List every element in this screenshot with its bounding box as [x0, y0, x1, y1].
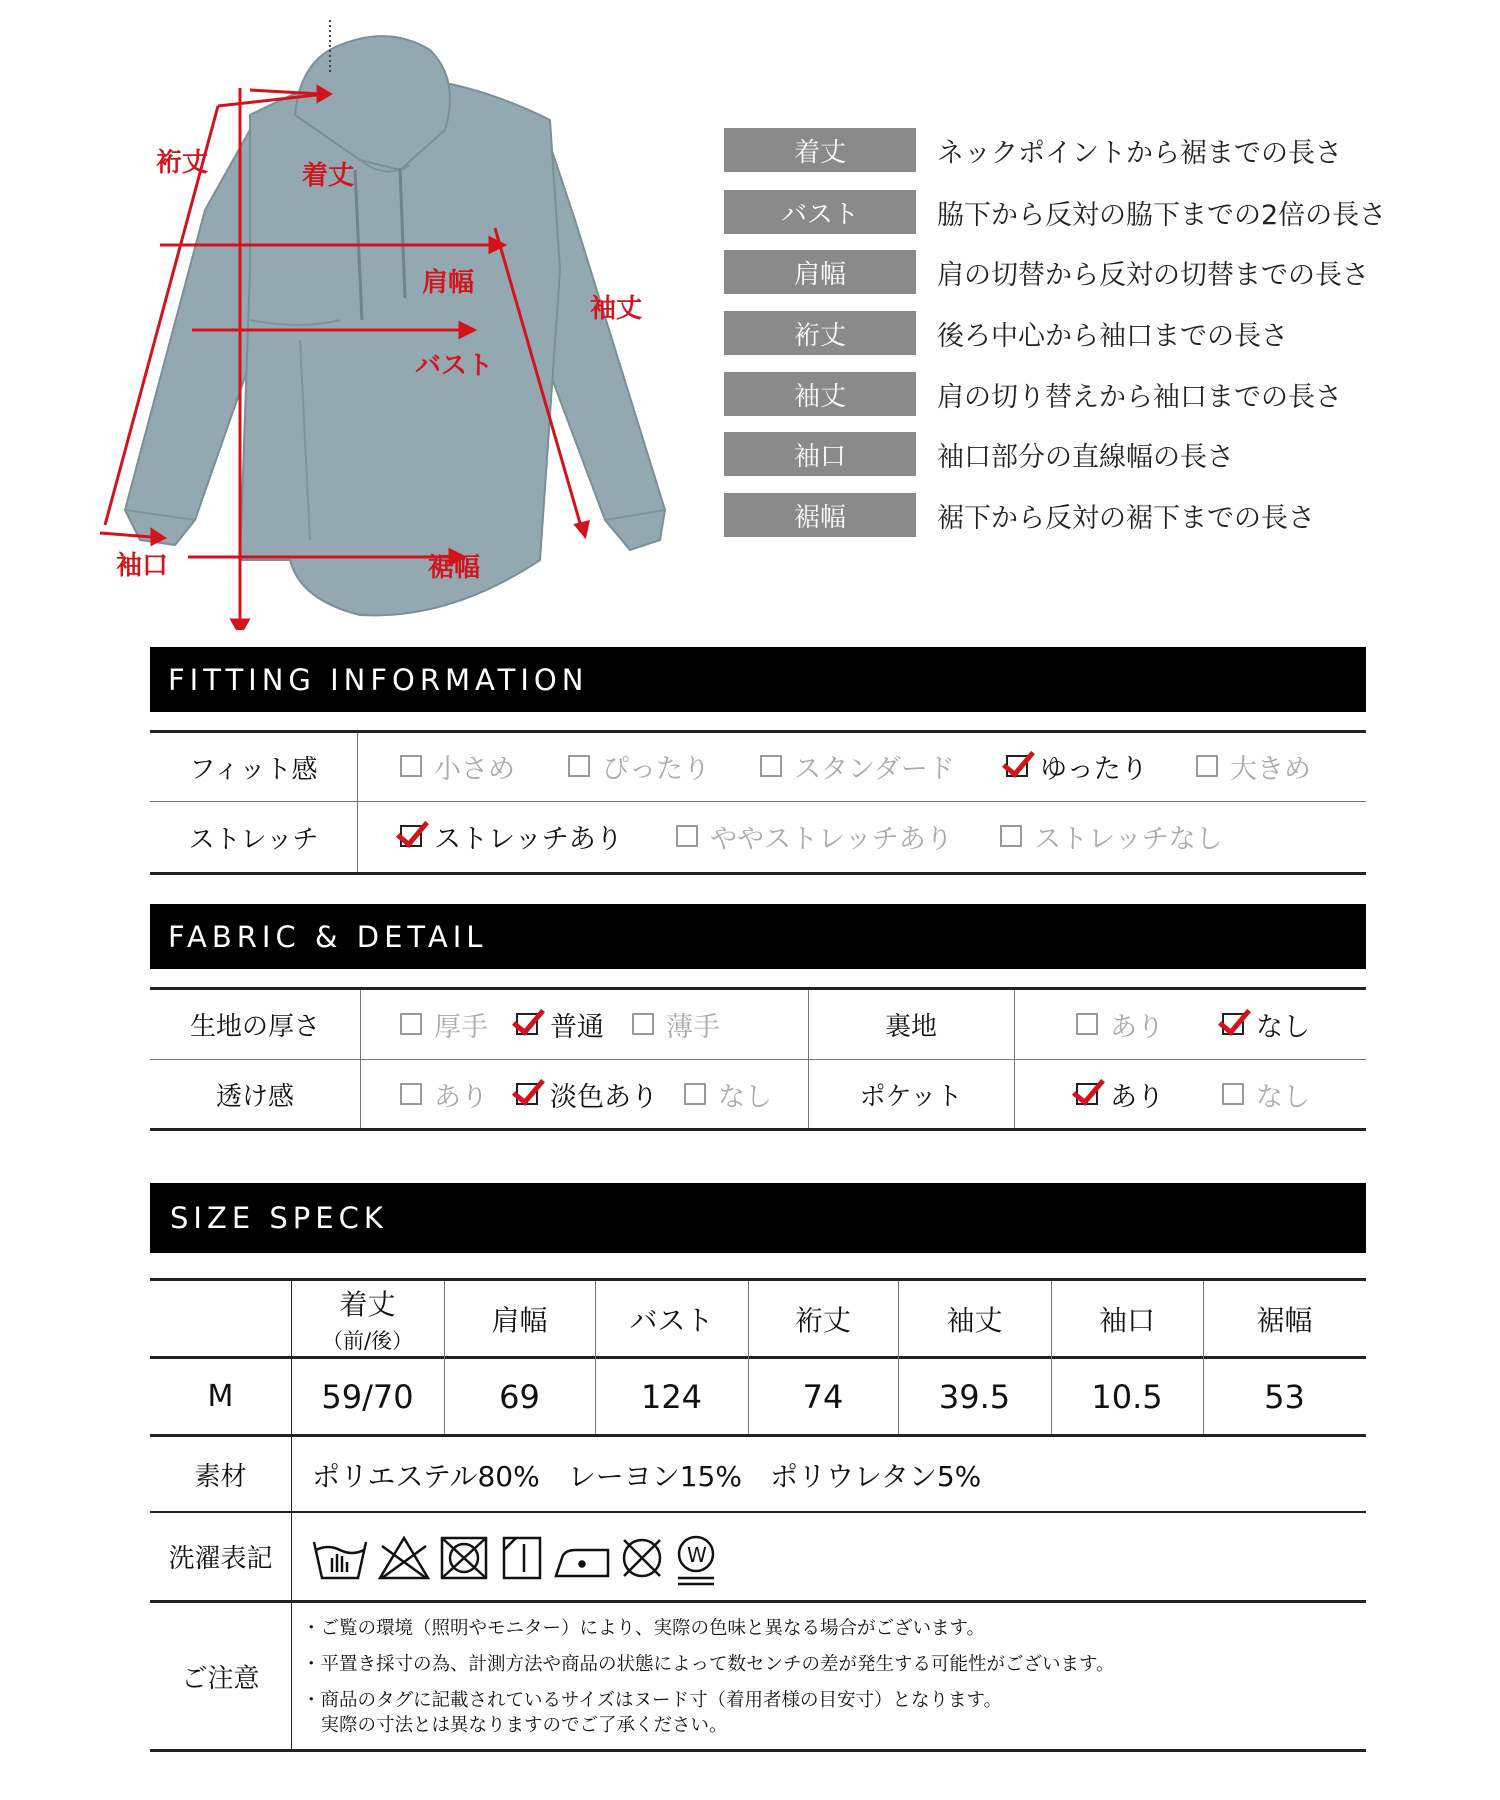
legend-desc: 袖口部分の直線幅の長さ: [937, 441, 1234, 473]
checkbox-checked[interactable]: [1006, 755, 1028, 777]
pocket-option-no[interactable]: [1222, 1076, 1310, 1112]
legend-tag: 袖口: [724, 432, 916, 476]
col-header-main: バスト: [629, 1303, 714, 1337]
legend-desc: 裾下から反対の裾下までの長さ: [937, 502, 1315, 534]
thickness-option-normal[interactable]: [516, 1006, 604, 1042]
pocket-option-yes[interactable]: [1076, 1076, 1164, 1112]
checkbox[interactable]: [400, 755, 422, 777]
hoodie-diagram: [100, 20, 700, 630]
option-label: なし: [718, 1081, 772, 1113]
divider: [150, 1434, 1366, 1437]
checkbox[interactable]: [1196, 755, 1218, 777]
col-header-sub: （前/後）: [321, 1328, 414, 1353]
no-bleach-icon: [380, 1538, 428, 1578]
fabric-section-title: FABRIC & DETAIL: [150, 904, 1366, 969]
checkbox[interactable]: [684, 1083, 706, 1105]
size-value: 59/70: [321, 1377, 414, 1416]
divider: [1014, 990, 1015, 1128]
legend-tag: 着丈: [724, 128, 916, 172]
col-header-main: 袖口: [1098, 1303, 1155, 1337]
checkbox[interactable]: [400, 1083, 422, 1105]
option-label: ややストレッチあり: [710, 823, 953, 855]
material-label: 素材: [194, 1461, 247, 1492]
stretch-option-some[interactable]: [676, 818, 953, 854]
fit-option-loose[interactable]: [1006, 748, 1148, 784]
divider: [150, 1511, 1366, 1513]
option-label: 薄手: [666, 1011, 720, 1043]
stretch-label: ストレッチ: [188, 824, 319, 855]
line-dry-shade-icon: [504, 1538, 540, 1578]
fitting-section-title: FITTING INFORMATION: [150, 647, 1366, 712]
legend-tag: 裄丈: [724, 311, 916, 355]
label-bust: バスト: [415, 351, 494, 381]
legend-tag: 裾幅: [724, 493, 916, 537]
legend-row: [724, 372, 1484, 416]
option-label: あり: [434, 1081, 488, 1113]
garment-illustration: [100, 20, 700, 630]
legend-desc: 肩の切替から反対の切替までの長さ: [937, 259, 1369, 291]
sheer-label: 透け感: [215, 1081, 294, 1112]
material-text: ポリエステル80% レーヨン15% ポリウレタン5%: [312, 1460, 982, 1493]
label-sodetake: 袖丈: [590, 294, 643, 324]
thickness-option-thick[interactable]: [400, 1006, 488, 1042]
option-label: ゆったり: [1040, 753, 1148, 785]
legend-row: [724, 190, 1484, 234]
col-header-main: 肩幅: [491, 1303, 548, 1337]
label-sodeguchi: 袖口: [116, 551, 169, 581]
label-yukitake: 裄丈: [156, 148, 209, 178]
checkbox-checked[interactable]: [516, 1013, 538, 1035]
option-label: ストレッチあり: [434, 823, 623, 855]
checkbox-checked[interactable]: [1222, 1013, 1244, 1035]
fit-option-just[interactable]: [568, 748, 710, 784]
option-label: 普通: [550, 1011, 604, 1043]
care-label: 洗濯表記: [168, 1544, 273, 1574]
checkbox-checked[interactable]: [400, 825, 422, 847]
divider: [150, 1128, 1366, 1131]
notice-line: ・商品のタグに記載されているサイズはヌード寸（着用者様の目安寸）となります。: [302, 1690, 1003, 1711]
notice-label: ご注意: [181, 1663, 260, 1694]
col-header-main: 着丈: [339, 1287, 396, 1321]
lining-option-yes[interactable]: [1076, 1006, 1164, 1042]
col-header: [595, 1281, 748, 1356]
option-label: 厚手: [434, 1011, 488, 1043]
size-value: 10.5: [1091, 1377, 1163, 1416]
fit-option-large[interactable]: [1196, 748, 1311, 784]
thickness-option-thin[interactable]: [632, 1006, 720, 1042]
divider: [357, 733, 358, 872]
fit-option-small[interactable]: [400, 748, 515, 784]
col-header: [748, 1281, 898, 1356]
thickness-label: 生地の厚さ: [189, 1012, 320, 1042]
divider: [360, 990, 361, 1128]
fit-label: フィット感: [189, 754, 318, 785]
legend-row: [724, 250, 1484, 294]
legend-tag: 袖丈: [724, 372, 916, 416]
fit-option-standard[interactable]: [760, 748, 955, 784]
checkbox-checked[interactable]: [1076, 1083, 1098, 1105]
svg-text:W: W: [687, 1543, 707, 1567]
legend-desc: ネックポイントから裾までの長さ: [937, 137, 1342, 169]
legend-tag: バスト: [724, 190, 916, 234]
legend-row: [724, 311, 1484, 355]
col-header: [898, 1281, 1051, 1356]
divider: [150, 872, 1366, 875]
legend-row: [724, 493, 1484, 537]
col-header: [444, 1281, 595, 1356]
option-label: ストレッチなし: [1034, 823, 1223, 855]
divider: [150, 1600, 1366, 1603]
option-label: あり: [1110, 1081, 1164, 1113]
legend-row: [724, 432, 1484, 476]
checkbox[interactable]: [1000, 825, 1022, 847]
legend-row: [724, 128, 1484, 172]
sheer-option-yes[interactable]: [400, 1076, 488, 1112]
size-value: 124: [640, 1377, 703, 1416]
option-label: 大きめ: [1230, 753, 1311, 785]
stretch-option-none[interactable]: [1000, 818, 1223, 854]
legend-desc: 肩の切り替えから袖口までの長さ: [937, 381, 1342, 413]
hand-wash-icon: [314, 1542, 366, 1578]
low-iron-icon: [556, 1550, 608, 1576]
col-header-main: 裾幅: [1256, 1303, 1313, 1337]
notice-line: ・ご覧の環境（照明やモニター）により、実際の色味と異なる場合がございます。: [302, 1618, 986, 1639]
notice-line: ・平置き採寸の為、計測方法や商品の状態によって数センチの差が発生する可能性がございます。: [302, 1654, 1115, 1675]
size-value: 69: [499, 1377, 540, 1416]
option-label: なし: [1256, 1011, 1310, 1043]
option-label: スタンダード: [794, 753, 955, 785]
lining-label: 裏地: [884, 1012, 937, 1042]
col-header-main: 袖丈: [946, 1303, 1003, 1337]
checkbox[interactable]: [400, 1013, 422, 1035]
col-header-main: 裄丈: [794, 1303, 851, 1337]
divider: [150, 1749, 1366, 1752]
checkbox-checked[interactable]: [516, 1083, 538, 1105]
option-label: あり: [1110, 1011, 1164, 1043]
col-header: [1051, 1281, 1203, 1356]
sheer-option-light[interactable]: [516, 1076, 658, 1112]
legend-tag: 肩幅: [724, 250, 916, 294]
option-label: なし: [1256, 1081, 1310, 1113]
size-section-title: SIZE SPECK: [150, 1183, 1366, 1253]
col-header: [1203, 1281, 1366, 1356]
col-header: [291, 1281, 444, 1356]
checkbox[interactable]: [568, 755, 590, 777]
size-value: 74: [802, 1377, 844, 1416]
label-katahaba: 肩幅: [422, 268, 475, 298]
checkbox[interactable]: [632, 1013, 654, 1035]
legend-desc: 脇下から反対の脇下までの2倍の長さ: [937, 199, 1387, 231]
no-tumble-dry-icon: [442, 1538, 486, 1578]
size-value: 53: [1264, 1377, 1305, 1416]
sheer-option-none[interactable]: [684, 1076, 772, 1112]
label-kitake: 着丈: [302, 161, 355, 191]
option-label: 小さめ: [434, 753, 515, 785]
notice-line: 実際の寸法とは異なりますのでご了承ください。: [302, 1715, 728, 1736]
option-label: 淡色あり: [550, 1081, 658, 1113]
lining-option-no[interactable]: [1222, 1006, 1310, 1042]
label-susohaba: 裾幅: [428, 553, 481, 583]
size-name: M: [207, 1379, 234, 1414]
legend-desc: 後ろ中心から袖口までの長さ: [937, 320, 1288, 352]
size-value: 39.5: [938, 1377, 1011, 1416]
checkbox[interactable]: [1222, 1083, 1244, 1105]
care-icons: [310, 1532, 730, 1587]
option-label: ぴったり: [602, 753, 710, 785]
checkbox[interactable]: [676, 825, 698, 847]
checkbox[interactable]: [760, 755, 782, 777]
no-dry-clean-icon: [624, 1540, 660, 1576]
checkbox[interactable]: [1076, 1013, 1098, 1035]
pocket-label: ポケット: [859, 1081, 963, 1112]
stretch-option-yes[interactable]: [400, 818, 623, 854]
